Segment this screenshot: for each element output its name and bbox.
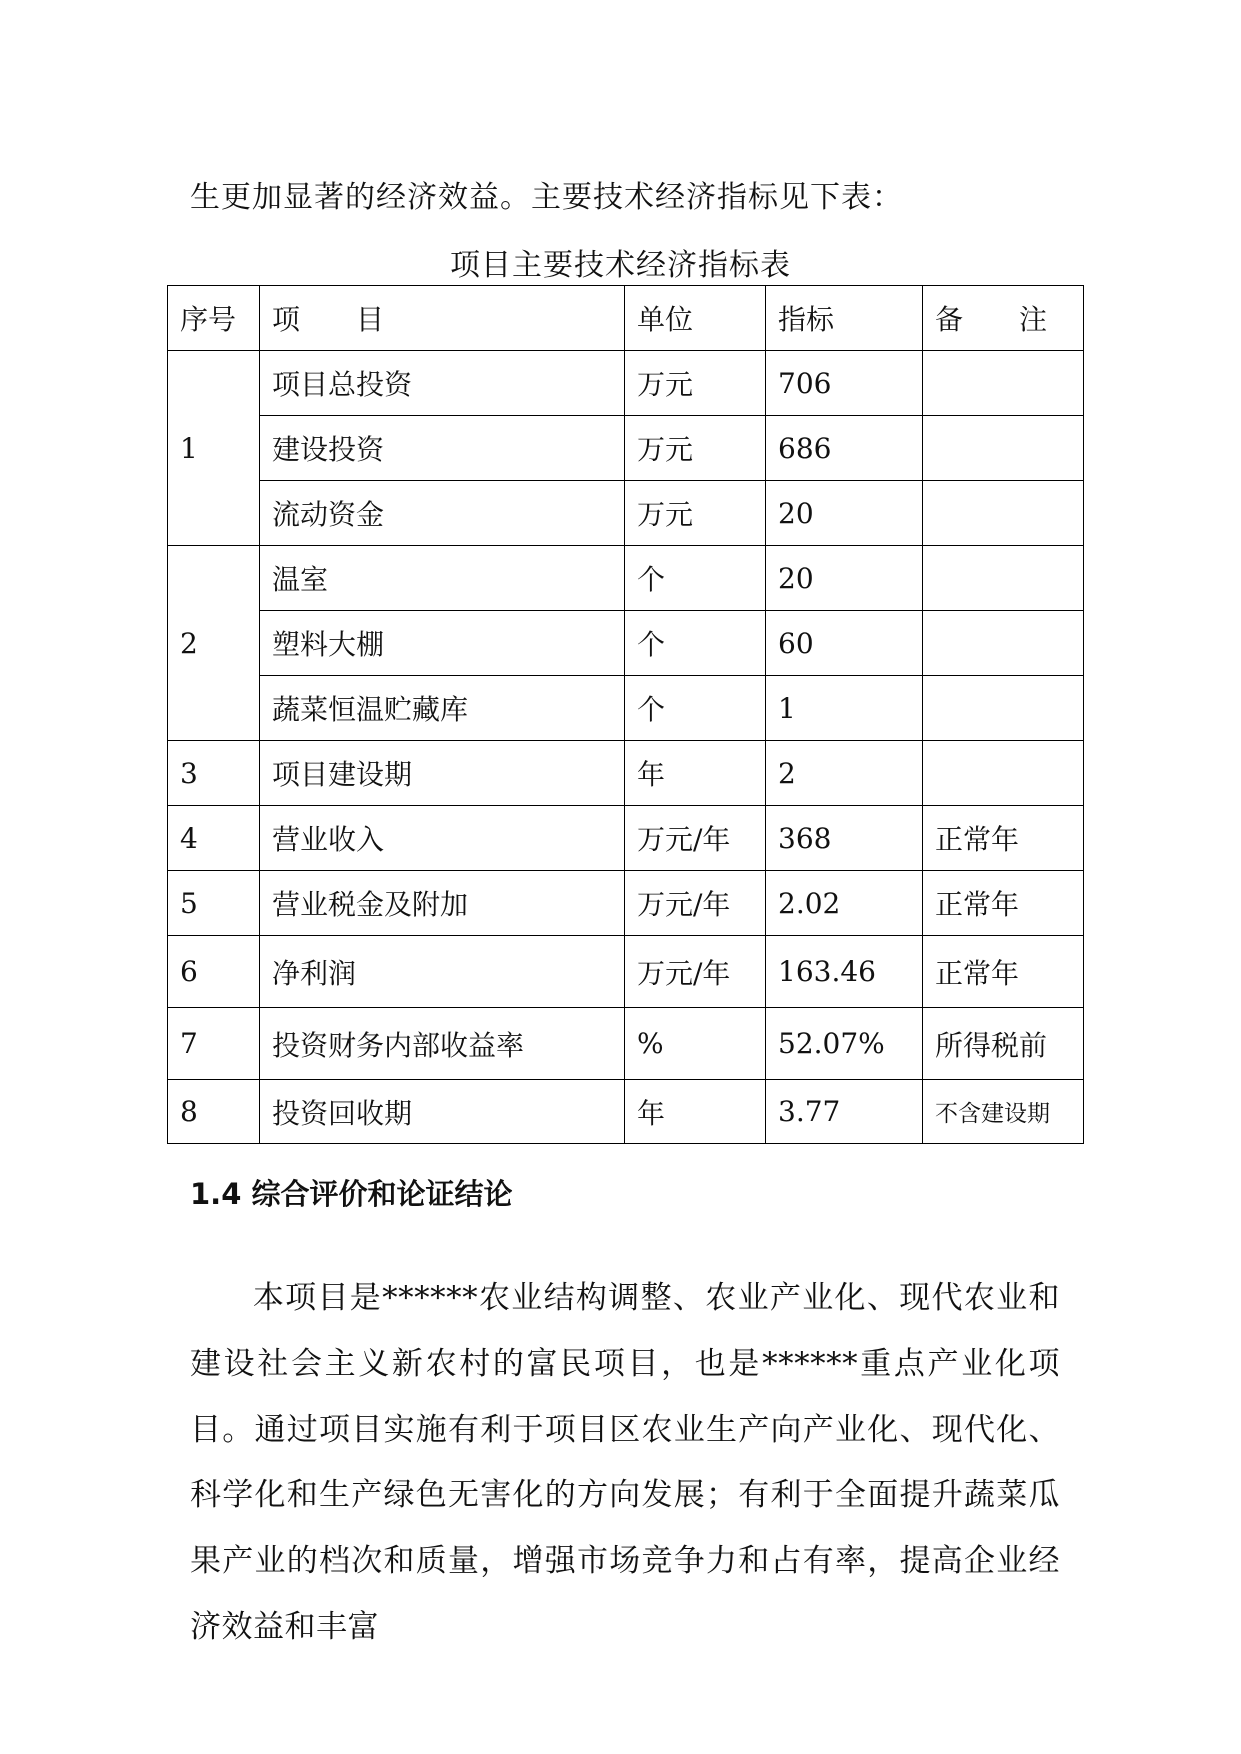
row-value: 20	[766, 481, 923, 546]
row-value: 2.02	[766, 871, 923, 936]
table-header-row	[168, 286, 1084, 351]
header-no: 序号	[168, 286, 260, 351]
table-row	[168, 546, 1084, 611]
table-row	[168, 351, 1084, 416]
row-value: 52.07%	[766, 1008, 923, 1080]
row-item: 塑料大棚	[260, 611, 625, 676]
table-title: 项目主要技术经济指标表	[450, 248, 791, 283]
table-row	[168, 871, 1084, 936]
table-row	[168, 416, 1084, 481]
table-row	[168, 481, 1084, 546]
row-unit: 年	[625, 741, 766, 806]
intro-line: 生更加显著的经济效益。主要技术经济指标见下表：	[190, 180, 903, 215]
row-value: 20	[766, 546, 923, 611]
row-unit: 个	[625, 546, 766, 611]
table-row	[168, 936, 1084, 1008]
row-item: 项目建设期	[260, 741, 625, 806]
row-note: 不含建设期	[923, 1080, 1084, 1144]
row-note: 正常年	[923, 871, 1084, 936]
row-item: 投资回收期	[260, 1080, 625, 1144]
row-unit: 年	[625, 1080, 766, 1144]
header-value: 指标	[766, 286, 923, 351]
row-unit: 个	[625, 676, 766, 741]
row-unit: 万元	[625, 351, 766, 416]
table-row	[168, 741, 1084, 806]
row-item: 温室	[260, 546, 625, 611]
body-paragraph	[190, 1266, 1060, 1661]
indicator-table	[167, 285, 1084, 1144]
row-note	[923, 481, 1084, 546]
table-row	[168, 611, 1084, 676]
row-item: 流动资金	[260, 481, 625, 546]
row-item: 营业税金及附加	[260, 871, 625, 936]
row-value: 368	[766, 806, 923, 871]
row-note: 所得税前	[923, 1008, 1084, 1080]
row-note: 正常年	[923, 806, 1084, 871]
table-row	[168, 1080, 1084, 1144]
row-number: 7	[168, 1008, 260, 1080]
row-note	[923, 546, 1084, 611]
paragraph-text: 本项目是******农业结构调整、农业产业化、现代农业和建设社会主义新农村的富民项目，也是******重点产业化项目。通过项目实施有利于项目区农业生产向产业化、现代化、科学化和生产绿色无害化的方向发展；有利于全面提升蔬菜瓜果产业的档次和质量，增强市场竞争力和占有率，提高企业经济效益和丰富	[190, 1280, 1060, 1645]
row-item: 投资财务内部收益率	[260, 1008, 625, 1080]
row-item: 营业收入	[260, 806, 625, 871]
row-note	[923, 351, 1084, 416]
row-unit: 万元/年	[625, 936, 766, 1008]
row-number: 8	[168, 1080, 260, 1144]
row-value: 3.77	[766, 1080, 923, 1144]
row-unit: 万元/年	[625, 871, 766, 936]
table-row	[168, 676, 1084, 741]
row-unit: 个	[625, 611, 766, 676]
row-value: 706	[766, 351, 923, 416]
row-value: 2	[766, 741, 923, 806]
row-item: 蔬菜恒温贮藏库	[260, 676, 625, 741]
row-value: 60	[766, 611, 923, 676]
row-unit: 万元/年	[625, 806, 766, 871]
row-note	[923, 741, 1084, 806]
row-item: 净利润	[260, 936, 625, 1008]
row-value: 1	[766, 676, 923, 741]
row-value: 686	[766, 416, 923, 481]
row-number: 1	[168, 351, 260, 546]
row-unit: 万元	[625, 481, 766, 546]
row-number: 3	[168, 741, 260, 806]
section-heading: 1.4 综合评价和论证结论	[190, 1177, 513, 1211]
header-note: 备 注	[923, 286, 1084, 351]
row-note	[923, 676, 1084, 741]
table-row	[168, 806, 1084, 871]
row-note	[923, 611, 1084, 676]
row-number: 6	[168, 936, 260, 1008]
header-item: 项 目	[260, 286, 625, 351]
row-number: 4	[168, 806, 260, 871]
header-unit: 单位	[625, 286, 766, 351]
row-item: 建设投资	[260, 416, 625, 481]
row-unit: 万元	[625, 416, 766, 481]
row-number: 2	[168, 546, 260, 741]
row-note: 正常年	[923, 936, 1084, 1008]
row-number: 5	[168, 871, 260, 936]
row-item: 项目总投资	[260, 351, 625, 416]
row-value: 163.46	[766, 936, 923, 1008]
row-unit: %	[625, 1008, 766, 1080]
row-note	[923, 416, 1084, 481]
table-row	[168, 1008, 1084, 1080]
